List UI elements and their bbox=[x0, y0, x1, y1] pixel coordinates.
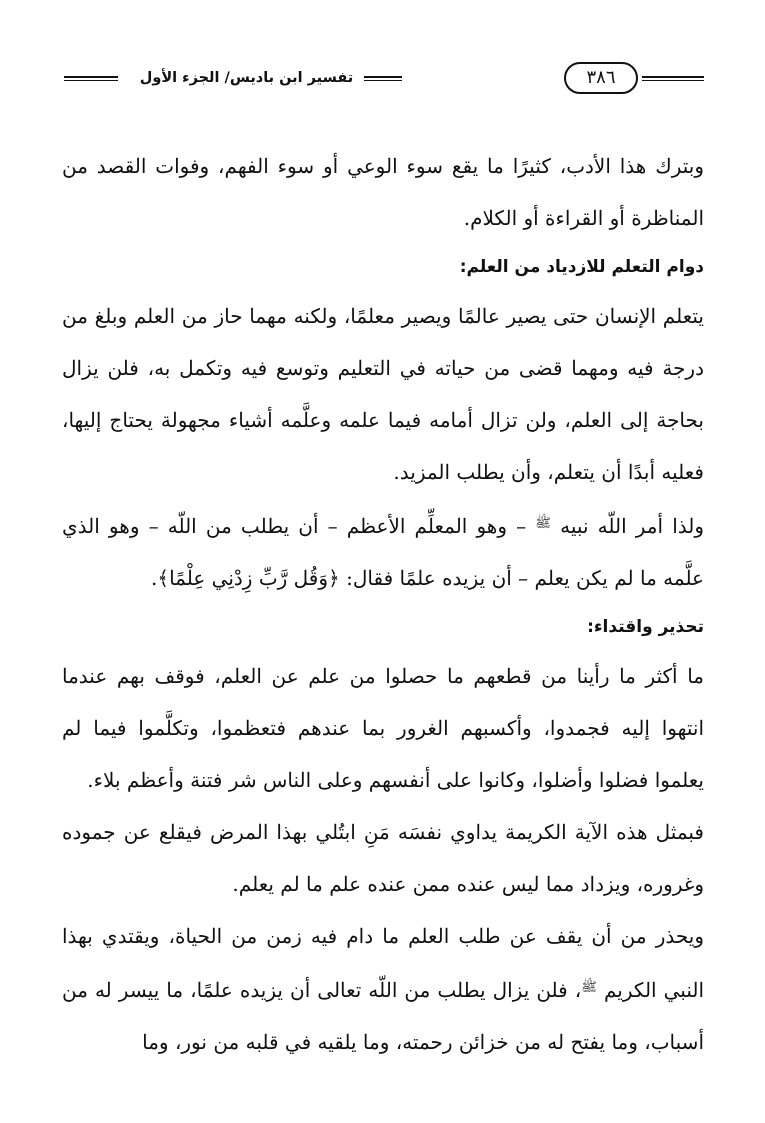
paragraph-3 bbox=[62, 498, 704, 604]
paragraph-4: ما أكثر ما رأينا من قطعهم ما حصلوا من علم عن العلم، فوقف بهم عندما انتهوا إليه فجمدوا، وأكسبهم الغرور بما عندهم فتعظموا، وتكلَّموا فيما لم يعلموا فضلوا وأضلوا، وكانوا على أنفسهم وعلى الناس شر فتنة وأعظم بلاء. bbox=[62, 664, 705, 792]
paragraph-6 bbox=[62, 910, 704, 1068]
paragraph-3-part-2: – وهو المعلِّم الأعظم – أن يطلب من اللّه – وهو الذي علَّمه ما لم يكن يعلم – أن يزيده علمًا فقال: ﴿وَقُل رَّبِّ زِدْنِي عِلْمًا﴾. bbox=[62, 514, 704, 590]
header-rule-right bbox=[642, 76, 704, 81]
page-body bbox=[62, 140, 704, 1068]
paragraph-6-part-2: ، فلن يزال يطلب من اللّه تعالى أن يزيده علمًا، ما ييسر له من أسباب، وما يفتح له من خزائن رحمته، وما يلقيه في قلبه من نور، وما bbox=[62, 978, 704, 1054]
header-rule-middle bbox=[364, 76, 402, 81]
running-title: تفسير ابن باديس/ الجزء الأول bbox=[139, 70, 354, 86]
section-heading-2: تحذير واقتداء: bbox=[587, 617, 704, 637]
honorific-salutation-1: ﷺ bbox=[535, 516, 552, 531]
header-rule-left bbox=[64, 76, 118, 81]
paragraph-5: فبمثل هذه الآية الكريمة يداوي نفسَه مَنِ ابتُلي بهذا المرض فيقلع عن جموده وغروره، ويزداد مما ليس عنده ممن عنده علم ما لم يعلم. bbox=[62, 820, 704, 896]
paragraph-1: وبترك هذا الأدب، كثيرًا ما يقع سوء الوعي أو سوء الفهم، وفوات القصد من المناظرة أو القراءة أو الكلام. bbox=[62, 154, 704, 230]
section-heading-1: دوام التعلم للازدياد من العلم: bbox=[459, 257, 704, 277]
paragraph-3-part-1: ولذا أمر اللّه نبيه bbox=[560, 514, 705, 538]
running-header bbox=[64, 62, 704, 96]
paragraph-6-part-1: ويحذر من أن يقف عن طلب العلم ما دام فيه زمن من الحياة، ويقتدي بهذا النبي الكريم bbox=[62, 924, 705, 1002]
paragraph-2: يتعلم الإنسان حتى يصير عالمًا ويصير معلمًا، ولكنه مهما حاز من العلم وبلغ من درجة فيه ومهما قضى من حياته في التعليم وتوسع فيه وتكمل به، فلن يزال بحاجة إلى العلم، ولن تزال أمامه فيما علمه وعلَّمه أشياء مجهولة يحتاج إليها، فعليه أبدًا أن يتعلم، وأن يطلب المزيد. bbox=[62, 304, 704, 484]
page-number: ٣٨٦ bbox=[564, 62, 638, 94]
honorific-salutation-2: ﷺ bbox=[581, 980, 597, 995]
